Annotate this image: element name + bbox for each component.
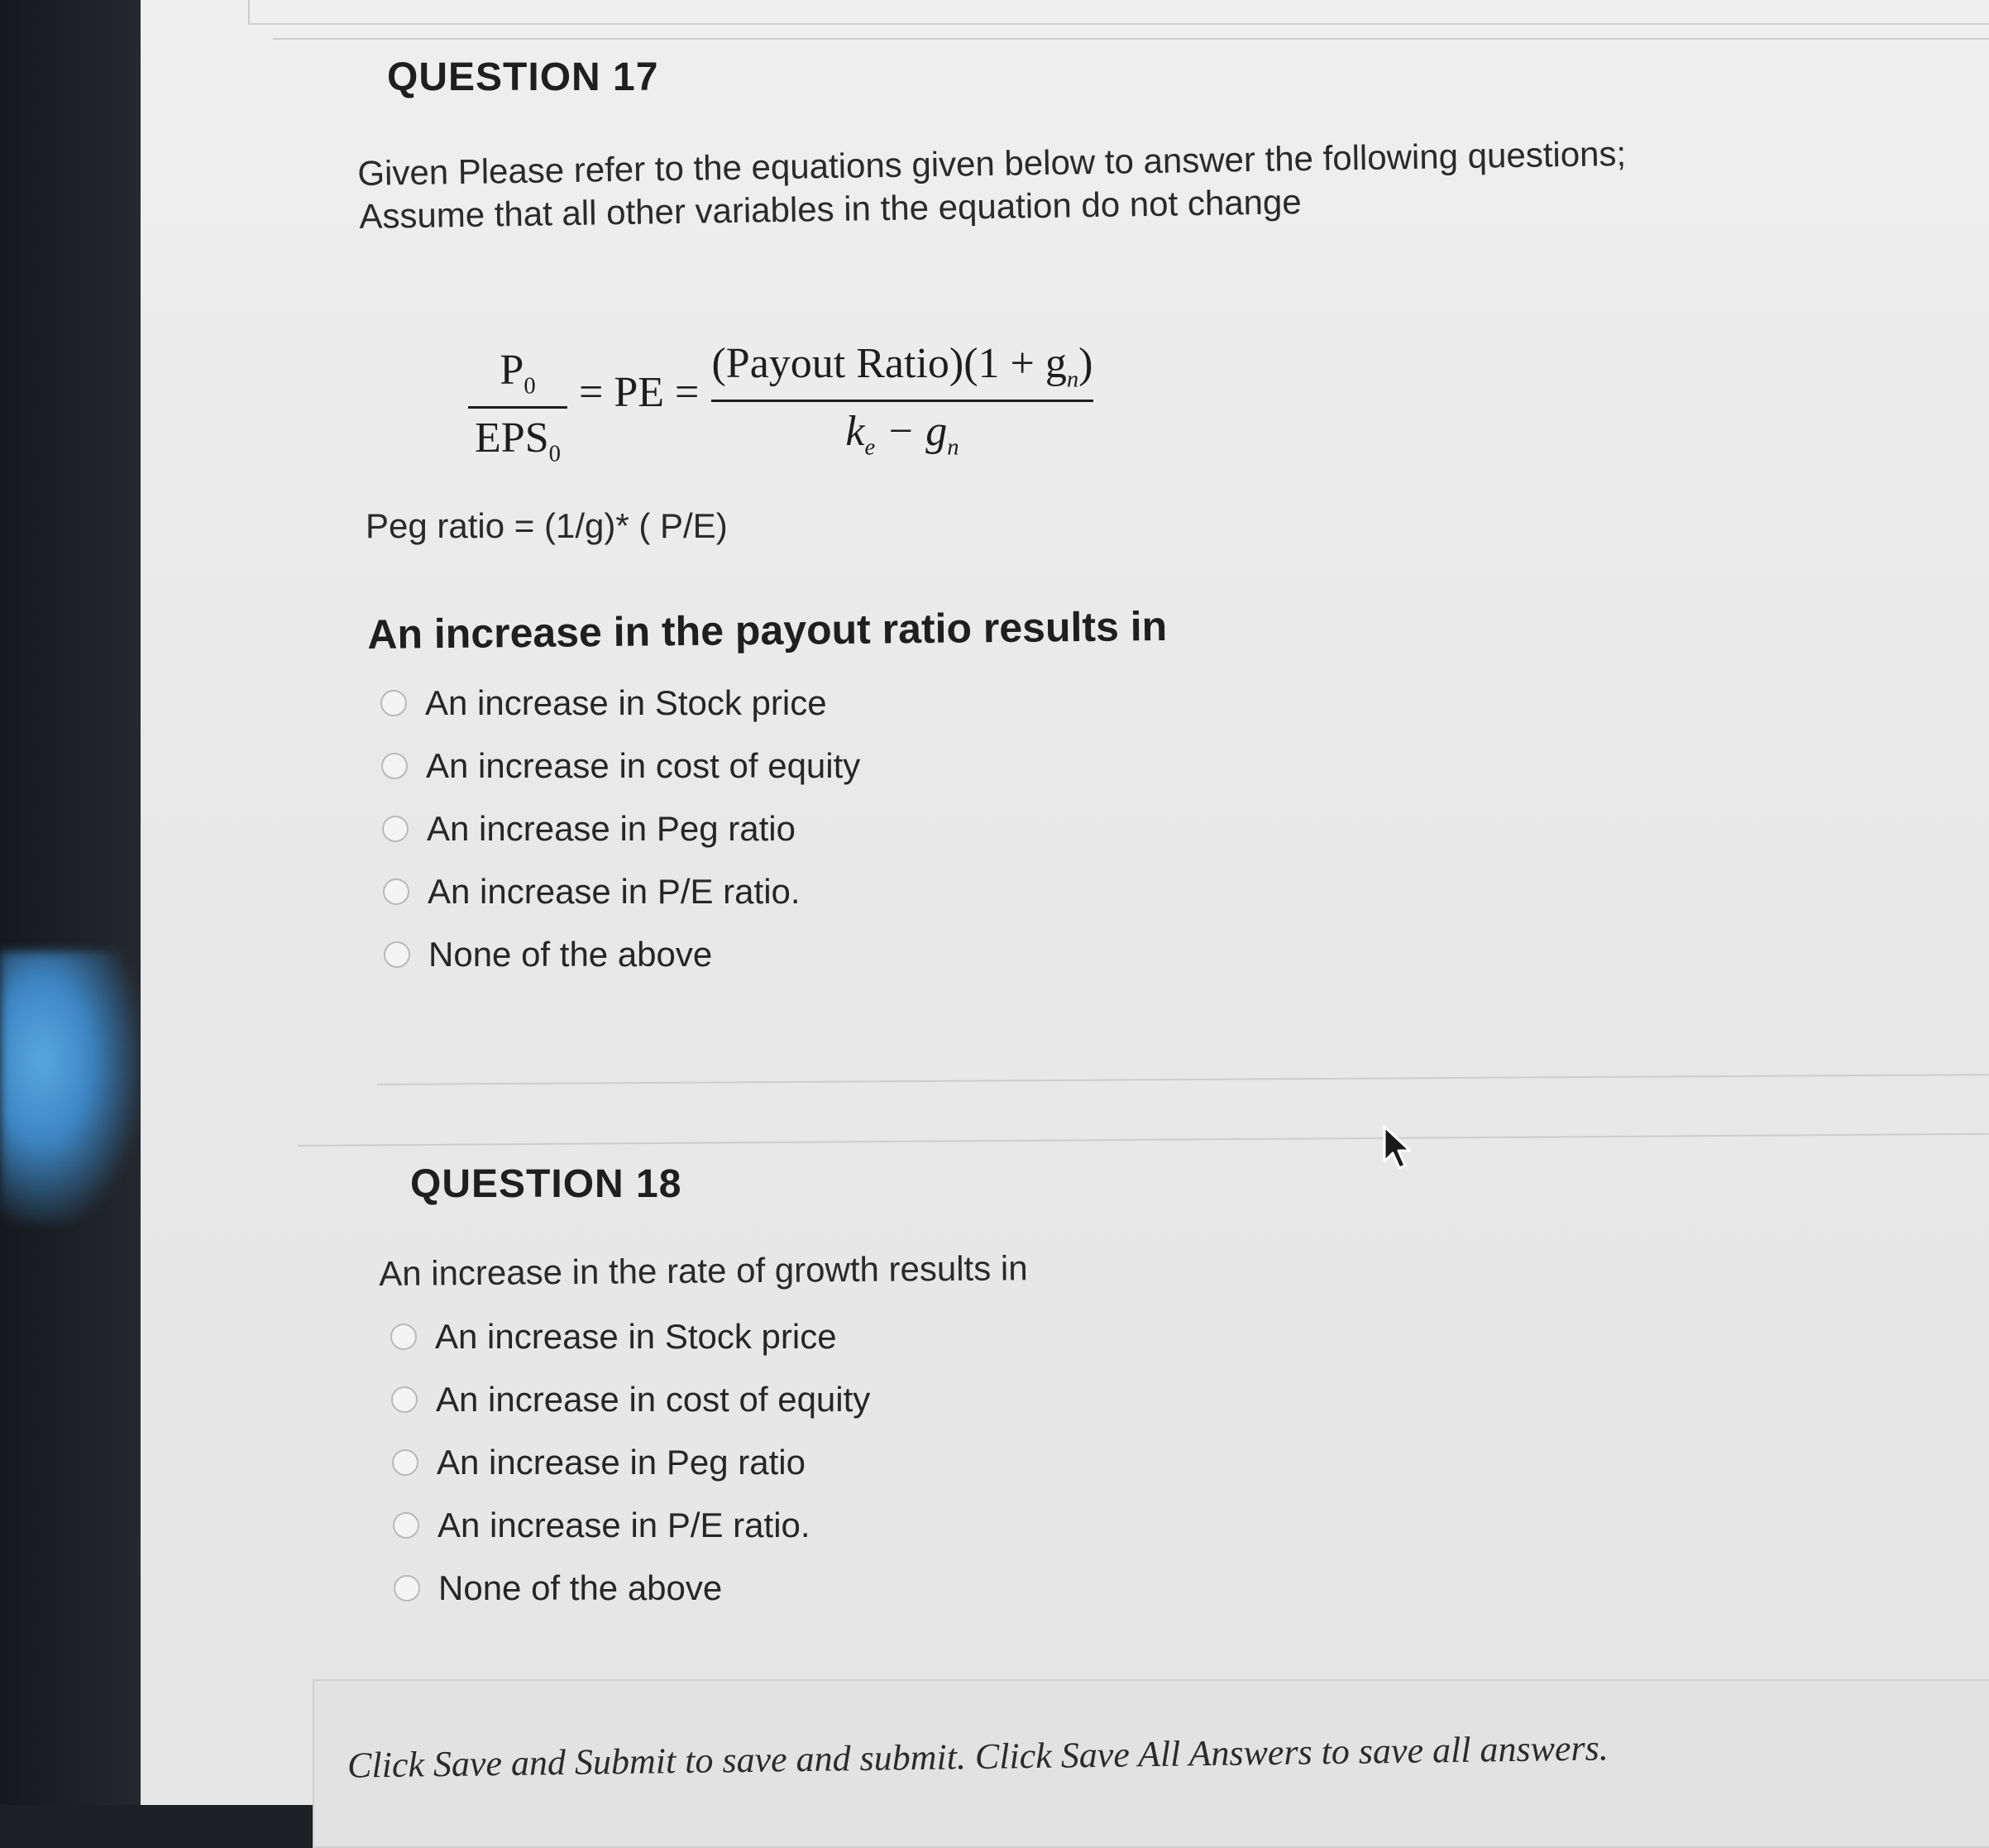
rhs-numerator: (Payout Ratio)(1 + g [711,340,1067,387]
lhs-denominator-sub: 0 [548,441,561,467]
q18-option-5[interactable] [394,1568,722,1608]
radio-button[interactable] [381,753,408,779]
rhs-numerator-end: ) [1078,340,1093,387]
q18-option-1[interactable] [390,1317,837,1357]
option-label: An increase in Peg ratio [437,1443,806,1482]
question-17-intro-line-1: Given Please refer to the equations given below to answer the following questions; [357,133,1627,193]
q17-option-5[interactable] [384,935,712,974]
light-reflection [0,951,141,1224]
question-17-title: QUESTION 17 [387,55,659,99]
option-label: An increase in cost of equity [426,746,861,785]
rhs-fraction [711,339,1093,462]
submit-instructions: Click Save and Submit to save and submit. Click Save All Answers to save all answers. [347,1727,1609,1786]
option-label: An increase in Stock price [425,683,827,722]
radio-button[interactable] [380,690,407,716]
divider [273,38,1989,40]
radio-button[interactable] [394,1575,420,1601]
q18-option-2[interactable] [391,1380,870,1420]
radio-button[interactable] [383,879,409,905]
q17-option-4[interactable] [383,872,801,912]
q18-option-4[interactable] [393,1506,810,1545]
option-label: None of the above [438,1568,723,1607]
lhs-numerator: P [500,347,524,394]
q17-option-3[interactable] [382,809,796,849]
arrow-pointer-icon [1381,1123,1418,1173]
option-label: An increase in P/E ratio. [428,872,801,911]
rhs-denominator-k-sub: e [864,434,876,461]
q17-option-2[interactable] [381,746,860,786]
peg-formula: Peg ratio = (1/g)* ( P/E) [366,506,728,545]
q18-option-3[interactable] [392,1443,806,1482]
option-label: An increase in Peg ratio [427,809,796,848]
radio-button[interactable] [390,1324,417,1350]
radio-button[interactable] [384,941,410,968]
radio-button[interactable] [392,1449,418,1476]
radio-button[interactable] [393,1512,419,1539]
lhs-denominator: EPS [475,414,549,462]
question-18-title: QUESTION 18 [410,1162,682,1206]
question-17-prompt: An increase in the payout ratio results in [367,602,1168,658]
option-label: An increase in cost of equity [436,1380,871,1419]
radio-button[interactable] [382,816,409,842]
rhs-denominator-g-sub: n [947,434,959,461]
lhs-numerator-sub: 0 [524,373,536,400]
rhs-numerator-sub: n [1066,366,1079,393]
option-label: An increase in Stock price [435,1317,837,1356]
q17-option-1[interactable] [380,683,827,723]
option-label: An increase in P/E ratio. [437,1506,810,1544]
top-frame [248,0,1989,25]
lhs-fraction [468,346,567,468]
option-label: None of the above [428,935,713,974]
question-18-prompt: An increase in the rate of growth results in [379,1248,1028,1293]
radio-button[interactable] [391,1386,418,1413]
question-17-intro-line-2: Assume that all other variables in the equation do not change [359,182,1303,236]
rhs-denominator-k: k [845,408,865,456]
equals-pe: = PE = [579,369,700,416]
rhs-denominator-mid: − g [875,408,948,456]
